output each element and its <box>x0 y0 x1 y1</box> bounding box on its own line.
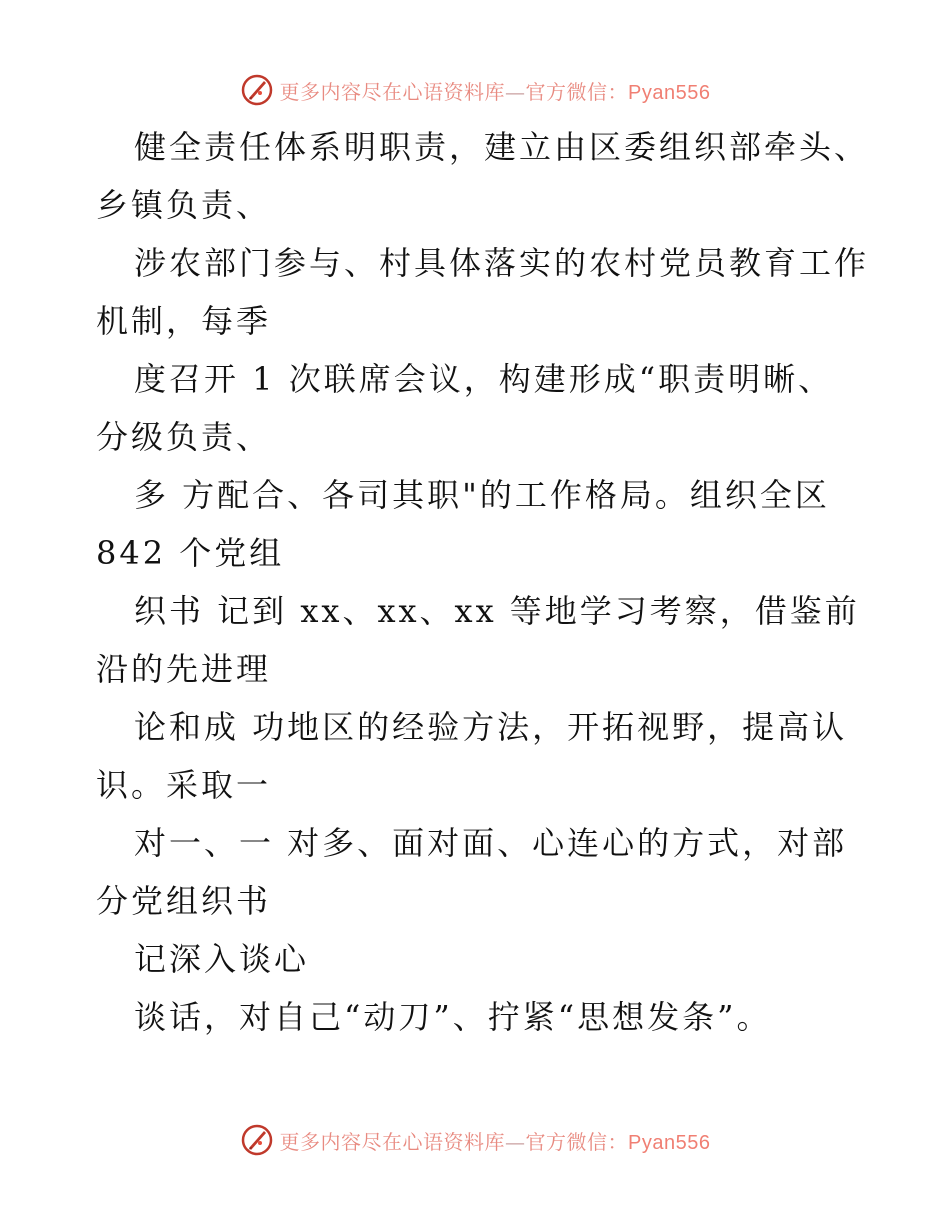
quill-logo-icon <box>240 73 274 107</box>
watermark-handle: Pyan556 <box>628 1131 711 1154</box>
paragraph-line: 涉农部门参与、村具体落实的农村党员教育工作 <box>134 244 870 282</box>
paragraph-line: 分级负责、 <box>96 418 272 456</box>
paragraph-line: 谈话，对自己“动刀”、拧紧“思想发条”。 <box>134 998 772 1036</box>
watermark-handle: Pyan556 <box>628 81 711 104</box>
paragraph-line: 记深入谈心 <box>134 940 310 978</box>
footer-watermark <box>0 1120 950 1160</box>
watermark-dash: — <box>505 1129 526 1154</box>
paragraph-line: 沿的先进理 <box>96 650 272 688</box>
watermark-dash: — <box>505 79 526 104</box>
watermark-wechat-label: 官方微信： <box>525 79 629 104</box>
paragraph-line: 识。采取一 <box>96 766 272 804</box>
paragraph-line: 健全责任体系明职责，建立由区委组织部牵头、 <box>134 128 870 166</box>
paragraph-line: 842 个党组 <box>96 534 285 572</box>
watermark-text <box>280 1126 711 1155</box>
paragraph-line: 对一、一 对多、面对面、心连心的方式，对部 <box>134 824 848 862</box>
watermark-group <box>240 1123 711 1157</box>
paragraph-line: 论和成 功地区的经验方法，开拓视野，提高认 <box>134 708 848 746</box>
paragraph-line: 度召开 1 次联席会议，构建形成“职责明晰、 <box>134 360 834 398</box>
watermark-brand: 更多内容尽在心语资料库 <box>279 79 506 104</box>
paragraph-line: 机制，每季 <box>96 302 272 340</box>
document-body <box>96 118 870 1046</box>
watermark-wechat-label: 官方微信： <box>525 1129 629 1154</box>
header-watermark <box>0 70 950 110</box>
paragraph-line: 多 方配合、各司其职"的工作格局。组织全区 <box>134 476 830 514</box>
paragraph-line: 织书 记到 xx、xx、xx 等地学习考察，借鉴前 <box>134 592 860 630</box>
quill-logo-icon <box>240 1123 274 1157</box>
paragraph-line: 乡镇负责、 <box>96 186 272 224</box>
watermark-text <box>280 76 711 105</box>
paragraph-line: 分党组织书 <box>96 882 272 920</box>
watermark-group <box>240 73 711 107</box>
watermark-brand: 更多内容尽在心语资料库 <box>279 1129 506 1154</box>
